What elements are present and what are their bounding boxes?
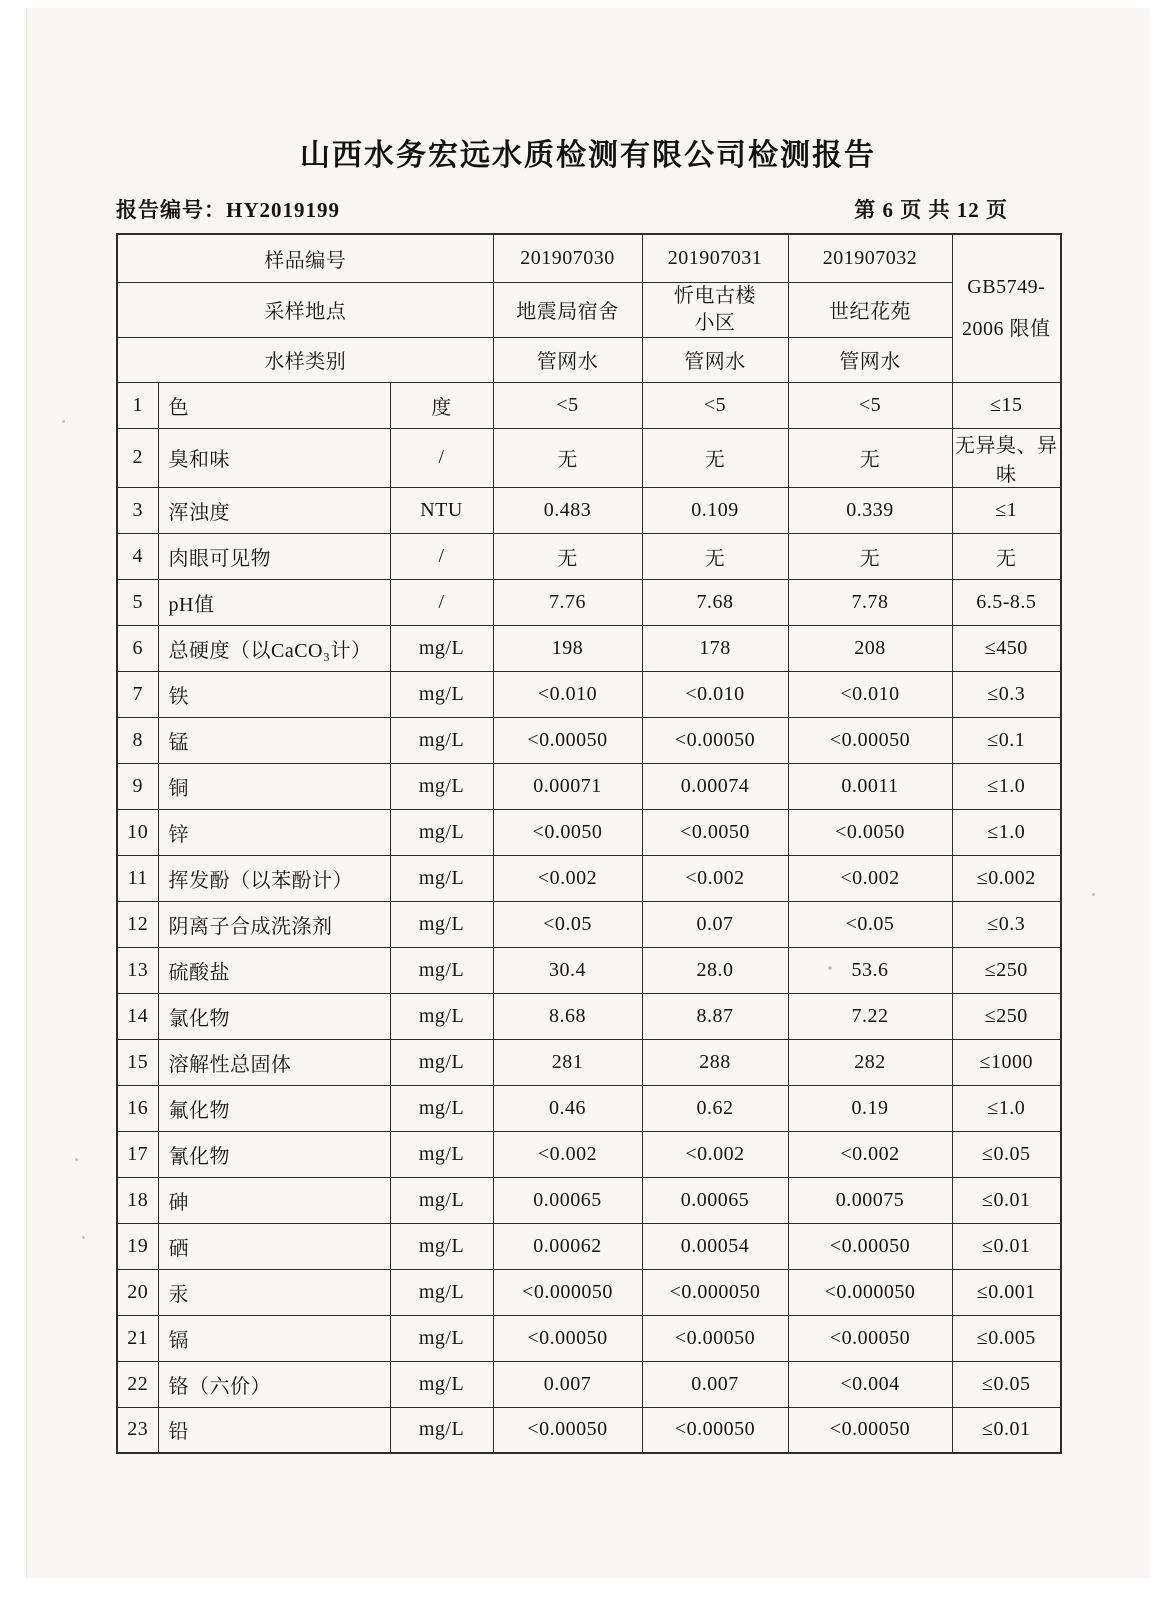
sample3-value-cell: <0.000050 — [788, 1269, 952, 1315]
unit-cell: NTU — [390, 487, 493, 533]
row-number-cell: 11 — [117, 855, 158, 901]
limit-value-cell: ≤0.002 — [952, 855, 1061, 901]
parameter-name-cell: 臭和味 — [158, 428, 390, 487]
sample1-value-cell: <0.0050 — [493, 809, 642, 855]
unit-cell: mg/L — [390, 1315, 493, 1361]
sample1-value-cell: 281 — [493, 1039, 642, 1085]
sample1-value-cell: <0.002 — [493, 1131, 642, 1177]
limit-value-cell: ≤0.01 — [952, 1177, 1061, 1223]
limit-value-cell: 6.5-8.5 — [952, 579, 1061, 625]
sample3-value-cell: 7.22 — [788, 993, 952, 1039]
parameter-name-cell: 氯化物 — [158, 993, 390, 1039]
sample2-value-cell: <0.010 — [642, 671, 788, 717]
parameter-name-cell: 氟化物 — [158, 1085, 390, 1131]
sample2-location-text: 忻电古楼小区 — [674, 284, 757, 334]
limit-value-cell: ≤1000 — [952, 1039, 1061, 1085]
limit-value-cell: ≤0.05 — [952, 1361, 1061, 1407]
sample1-value-cell: 30.4 — [493, 947, 642, 993]
sample2-value-cell: 0.00054 — [642, 1223, 788, 1269]
sample2-value-cell: 7.68 — [642, 579, 788, 625]
table-row — [117, 717, 1061, 763]
sample3-value-cell: <0.002 — [788, 855, 952, 901]
row-number-cell: 19 — [117, 1223, 158, 1269]
table-row — [117, 382, 1061, 428]
water-quality-table — [116, 233, 1062, 1454]
limit-value-cell: ≤0.001 — [952, 1269, 1061, 1315]
limit-value-cell: ≤250 — [952, 993, 1061, 1039]
row-number-cell: 14 — [117, 993, 158, 1039]
unit-cell: mg/L — [390, 809, 493, 855]
sample1-no-cell: 201907030 — [493, 234, 642, 282]
sample1-value-cell: <0.05 — [493, 901, 642, 947]
sample2-value-cell: 无 — [642, 533, 788, 579]
sample3-value-cell: <0.05 — [788, 901, 952, 947]
sample3-value-cell: <5 — [788, 382, 952, 428]
row-number-cell: 22 — [117, 1361, 158, 1407]
limit-value-cell: 无 — [952, 533, 1061, 579]
table-row — [117, 809, 1061, 855]
sample2-value-cell: 0.109 — [642, 487, 788, 533]
table-row — [117, 428, 1061, 487]
scan-speck — [75, 1158, 78, 1161]
unit-cell: mg/L — [390, 855, 493, 901]
sample3-value-cell: 无 — [788, 428, 952, 487]
table-row — [117, 1269, 1061, 1315]
sample3-value-cell: <0.010 — [788, 671, 952, 717]
table-row — [117, 1223, 1061, 1269]
sample1-value-cell: <0.00050 — [493, 717, 642, 763]
parameter-name-cell: 铅 — [158, 1407, 390, 1453]
unit-cell: / — [390, 579, 493, 625]
row-number-cell: 13 — [117, 947, 158, 993]
sample2-value-cell: 0.07 — [642, 901, 788, 947]
unit-cell: mg/L — [390, 993, 493, 1039]
row-number-cell: 5 — [117, 579, 158, 625]
unit-cell: mg/L — [390, 1177, 493, 1223]
limit-value-cell: ≤0.3 — [952, 901, 1061, 947]
table-row — [117, 1085, 1061, 1131]
page-title: 山西水务宏远水质检测有限公司检测报告 — [300, 139, 876, 172]
parameter-name-cell: 总硬度（以CaCO₃计） — [158, 625, 390, 671]
parameter-name-cell: 氰化物 — [158, 1131, 390, 1177]
row-number-cell: 12 — [117, 901, 158, 947]
sample2-value-cell: <5 — [642, 382, 788, 428]
parameter-name-cell: 汞 — [158, 1269, 390, 1315]
unit-cell: mg/L — [390, 1085, 493, 1131]
limit-value-cell: ≤0.3 — [952, 671, 1061, 717]
sample3-location-cell: 世纪花苑 — [788, 282, 952, 337]
sample2-value-cell: 8.87 — [642, 993, 788, 1039]
sample1-value-cell: <0.000050 — [493, 1269, 642, 1315]
row-number-cell: 6 — [117, 625, 158, 671]
limit-standard-line2: 2006 限值 — [962, 318, 1051, 341]
table-row — [117, 993, 1061, 1039]
row-number-cell: 15 — [117, 1039, 158, 1085]
table-row — [117, 855, 1061, 901]
sample3-value-cell: 282 — [788, 1039, 952, 1085]
sample3-value-cell: 208 — [788, 625, 952, 671]
table-row — [117, 625, 1061, 671]
sample3-type-cell: 管网水 — [788, 337, 952, 382]
parameter-name-cell: 锌 — [158, 809, 390, 855]
sample1-value-cell: 0.483 — [493, 487, 642, 533]
header-row-sample-no — [117, 234, 1061, 282]
parameter-name-cell: 铜 — [158, 763, 390, 809]
limit-value-cell: ≤1.0 — [952, 1085, 1061, 1131]
limit-value-cell: ≤15 — [952, 382, 1061, 428]
sample1-value-cell: <0.002 — [493, 855, 642, 901]
report-number-label: 报告编号： — [116, 198, 226, 222]
sample2-value-cell: <0.000050 — [642, 1269, 788, 1315]
limit-value-cell: ≤0.005 — [952, 1315, 1061, 1361]
row-number-cell: 8 — [117, 717, 158, 763]
sample1-value-cell: 198 — [493, 625, 642, 671]
sample1-location-cell: 地震局宿舍 — [493, 282, 642, 337]
unit-cell: 度 — [390, 382, 493, 428]
limit-standard-header-cell — [952, 234, 1061, 382]
sample1-value-cell: <0.010 — [493, 671, 642, 717]
table-row — [117, 487, 1061, 533]
sample2-value-cell: <0.002 — [642, 1131, 788, 1177]
sample1-value-cell: 0.00071 — [493, 763, 642, 809]
row-number-cell: 1 — [117, 382, 158, 428]
parameter-name-cell: 肉眼可见物 — [158, 533, 390, 579]
sample2-value-cell: <0.00050 — [642, 1315, 788, 1361]
row-number-cell: 18 — [117, 1177, 158, 1223]
limit-value-cell: ≤1.0 — [952, 809, 1061, 855]
table-row — [117, 1315, 1061, 1361]
sample2-value-cell: <0.00050 — [642, 1407, 788, 1453]
sample2-location-cell — [642, 282, 788, 337]
sample1-value-cell: 无 — [493, 533, 642, 579]
unit-cell: mg/L — [390, 1269, 493, 1315]
table-row — [117, 947, 1061, 993]
parameter-name-cell: 铬（六价） — [158, 1361, 390, 1407]
sample2-type-cell: 管网水 — [642, 337, 788, 382]
report-number-value: HY2019199 — [226, 198, 340, 222]
sample-no-label-cell: 样品编号 — [117, 234, 493, 282]
sample1-value-cell: 0.00062 — [493, 1223, 642, 1269]
sample2-value-cell: <0.0050 — [642, 809, 788, 855]
header-row-type — [117, 337, 1061, 382]
sample3-value-cell: <0.00050 — [788, 1315, 952, 1361]
row-number-cell: 4 — [117, 533, 158, 579]
table-row — [117, 671, 1061, 717]
sample3-value-cell: 0.00075 — [788, 1177, 952, 1223]
parameter-name-cell: 镉 — [158, 1315, 390, 1361]
scan-speck — [828, 966, 832, 970]
table-row — [117, 901, 1061, 947]
unit-cell: mg/L — [390, 1223, 493, 1269]
parameter-name-cell: 溶解性总固体 — [158, 1039, 390, 1085]
table-row — [117, 1039, 1061, 1085]
parameter-name-cell: 铁 — [158, 671, 390, 717]
type-label-cell: 水样类别 — [117, 337, 493, 382]
sample3-value-cell: 0.339 — [788, 487, 952, 533]
row-number-cell: 20 — [117, 1269, 158, 1315]
sample2-value-cell: 0.62 — [642, 1085, 788, 1131]
page-indicator: 第 6 页 共 12 页 — [854, 198, 1008, 222]
table-row — [117, 1131, 1061, 1177]
limit-value-cell: ≤0.01 — [952, 1223, 1061, 1269]
table-row — [117, 763, 1061, 809]
unit-cell: / — [390, 533, 493, 579]
table-row — [117, 1407, 1061, 1453]
location-label-cell: 采样地点 — [117, 282, 493, 337]
sample1-value-cell: 7.76 — [493, 579, 642, 625]
report-number — [116, 194, 340, 224]
sample1-value-cell: <0.00050 — [493, 1407, 642, 1453]
row-number-cell: 7 — [117, 671, 158, 717]
parameter-name-cell: 砷 — [158, 1177, 390, 1223]
limit-value-cell: ≤250 — [952, 947, 1061, 993]
unit-cell: mg/L — [390, 1131, 493, 1177]
sample3-value-cell: 0.0011 — [788, 763, 952, 809]
scan-speck — [62, 420, 65, 423]
row-number-cell: 9 — [117, 763, 158, 809]
row-number-cell: 10 — [117, 809, 158, 855]
sample1-type-cell: 管网水 — [493, 337, 642, 382]
sample2-value-cell: 0.00065 — [642, 1177, 788, 1223]
unit-cell: / — [390, 428, 493, 487]
sample2-value-cell: 无 — [642, 428, 788, 487]
sample1-value-cell: 0.007 — [493, 1361, 642, 1407]
row-number-cell: 21 — [117, 1315, 158, 1361]
header-row-location — [117, 282, 1061, 337]
row-number-cell: 17 — [117, 1131, 158, 1177]
scan-speck — [1092, 893, 1095, 896]
parameter-name-cell: 挥发酚（以苯酚计） — [158, 855, 390, 901]
sample3-value-cell: <0.004 — [788, 1361, 952, 1407]
limit-value-cell: ≤1 — [952, 487, 1061, 533]
scan-speck — [82, 1236, 85, 1239]
row-number-cell: 16 — [117, 1085, 158, 1131]
sample2-value-cell: 0.007 — [642, 1361, 788, 1407]
unit-cell: mg/L — [390, 901, 493, 947]
parameter-name-cell: 锰 — [158, 717, 390, 763]
table-row — [117, 579, 1061, 625]
unit-cell: mg/L — [390, 1407, 493, 1453]
sample2-value-cell: 288 — [642, 1039, 788, 1085]
unit-cell: mg/L — [390, 717, 493, 763]
sample1-value-cell: 8.68 — [493, 993, 642, 1039]
sample3-no-cell: 201907032 — [788, 234, 952, 282]
unit-cell: mg/L — [390, 763, 493, 809]
parameter-name-cell: 硫酸盐 — [158, 947, 390, 993]
sample1-value-cell: 无 — [493, 428, 642, 487]
row-number-cell: 23 — [117, 1407, 158, 1453]
unit-cell: mg/L — [390, 1039, 493, 1085]
sample2-value-cell: 28.0 — [642, 947, 788, 993]
limit-value-cell: ≤450 — [952, 625, 1061, 671]
sample2-value-cell: 0.00074 — [642, 763, 788, 809]
parameter-name-cell: 色 — [158, 382, 390, 428]
sample3-value-cell: 53.6 — [788, 947, 952, 993]
limit-value-cell: ≤0.05 — [952, 1131, 1061, 1177]
sample3-value-cell: 0.19 — [788, 1085, 952, 1131]
sample3-value-cell: <0.0050 — [788, 809, 952, 855]
unit-cell: mg/L — [390, 625, 493, 671]
sample2-value-cell: <0.00050 — [642, 717, 788, 763]
limit-value-cell: 无异臭、异味 — [952, 428, 1061, 487]
sample3-value-cell: 7.78 — [788, 579, 952, 625]
sample1-value-cell: 0.00065 — [493, 1177, 642, 1223]
unit-cell: mg/L — [390, 1361, 493, 1407]
sample3-value-cell: <0.00050 — [788, 717, 952, 763]
sample3-value-cell: <0.00050 — [788, 1223, 952, 1269]
sample3-value-cell: <0.00050 — [788, 1407, 952, 1453]
sample2-value-cell: 178 — [642, 625, 788, 671]
parameter-name-cell: 硒 — [158, 1223, 390, 1269]
sample1-value-cell: <5 — [493, 382, 642, 428]
sample2-no-cell: 201907031 — [642, 234, 788, 282]
limit-value-cell: ≤0.1 — [952, 717, 1061, 763]
parameter-name-cell: 浑浊度 — [158, 487, 390, 533]
row-number-cell: 3 — [117, 487, 158, 533]
parameter-name-cell: 阴离子合成洗涤剂 — [158, 901, 390, 947]
sample3-value-cell: 无 — [788, 533, 952, 579]
limit-value-cell: ≤1.0 — [952, 763, 1061, 809]
table-row — [117, 1177, 1061, 1223]
unit-cell: mg/L — [390, 947, 493, 993]
table-row — [117, 1361, 1061, 1407]
sample1-value-cell: 0.46 — [493, 1085, 642, 1131]
limit-standard-line1: GB5749- — [967, 276, 1046, 299]
report-meta-row — [116, 194, 1060, 224]
limit-value-cell: ≤0.01 — [952, 1407, 1061, 1453]
table-row — [117, 533, 1061, 579]
unit-cell: mg/L — [390, 671, 493, 717]
sample1-value-cell: <0.00050 — [493, 1315, 642, 1361]
row-number-cell: 2 — [117, 428, 158, 487]
sample3-value-cell: <0.002 — [788, 1131, 952, 1177]
sample2-value-cell: <0.002 — [642, 855, 788, 901]
parameter-name-cell: pH值 — [158, 579, 390, 625]
